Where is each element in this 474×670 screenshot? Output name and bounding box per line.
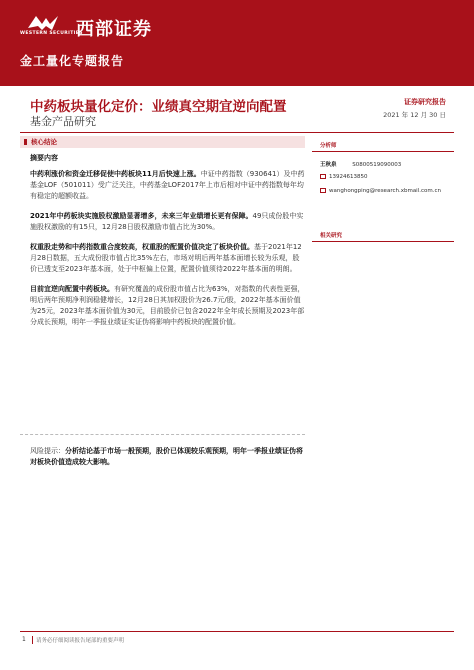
report-title: 中药板块量化定价：业绩真空期宜逆向配置 — [30, 99, 287, 115]
section-header — [20, 136, 305, 148]
related-research-header — [312, 230, 454, 242]
paragraph-lead: 中药利涨价和资金迁移促使中药板块11月后快速上涨。 — [30, 170, 201, 178]
summary-paragraph — [30, 284, 305, 328]
report-series: 金工量化专题报告 — [20, 54, 125, 68]
paragraph-text: 中证中药指数（930641）及中药基金LOF（501011）受广泛关注，中药基金LOF2017年上市后相对中证中药指数每年均有稳定的超额收益。 — [30, 170, 305, 200]
analyst-card — [312, 156, 454, 220]
analyst-email-row — [320, 188, 441, 194]
paragraph-lead: 目前宜逆向配置中药板块。 — [30, 285, 114, 293]
section-label: 核心结论 — [31, 138, 57, 146]
report-header-band — [0, 0, 474, 86]
risk-warning — [30, 446, 305, 468]
section-marker-icon — [24, 139, 27, 145]
analyst-heading: 分析师 — [320, 143, 337, 149]
brand-english: WESTERN SECURITIES — [20, 31, 83, 36]
phone-icon — [320, 174, 326, 179]
paragraph-text: 有研究覆盖的成份股市值占比为63%，对指数的代表性更强，明后两年预期净利润稳健增长，12月28日其加权股价为26.7元/股，2022年基本面价值为25元，2023年基本面价值为30元，目前股价已包含2022年全年成长预期及2023年部分成长预期，明年一季报业绩证实证伪将影响中药板块的配置价值。 — [30, 285, 305, 326]
analyst-sidebar — [312, 140, 454, 242]
analyst-name: 王秋泉 — [320, 162, 337, 168]
summary-content — [30, 153, 305, 337]
analyst-phone: 13924613850 — [329, 174, 368, 180]
risk-label: 风险提示： — [30, 447, 65, 455]
analyst-email[interactable]: wanghongping@research.xbmail.com.cn — [329, 188, 441, 194]
analyst-cert-number: S0800519090003 — [352, 162, 402, 168]
page-number: 1 — [22, 636, 26, 643]
report-subtitle: 基金产品研究 — [30, 115, 96, 128]
paragraph-text: 49只成份股中实施股权激励的有15只，12月28日股权激励市值占比为30%。 — [30, 212, 304, 231]
title-divider — [20, 132, 454, 133]
risk-divider — [20, 434, 305, 435]
analyst-section-header — [312, 140, 454, 152]
western-securities-logo — [20, 14, 170, 44]
email-icon — [320, 188, 326, 193]
analyst-name-row — [320, 160, 401, 168]
summary-paragraph — [30, 242, 305, 275]
analyst-phone-row — [320, 174, 368, 180]
paragraph-text: 基于2021年12月28日数据，五大成份股市值占比35%左右，市场对明后两年基本面增长较为乐观，股价已透支至2023年基本面，处于中枢偏上位置，配置价值须待2022年基本面的明朗。 — [30, 243, 302, 273]
report-type: 证券研究报告 — [404, 98, 446, 106]
report-date: 2021 年 12 月 30 日 — [383, 111, 446, 119]
footer-divider — [20, 631, 454, 632]
paragraph-lead: 2021年中药板块实施股权激励显著增多，未来三年业绩增长更有保障。 — [30, 212, 253, 220]
brand-name: 西部证券 — [76, 19, 152, 40]
footer-disclaimer: 请务必仔细阅读报告尾部的重要声明 — [36, 638, 125, 644]
summary-paragraph — [30, 211, 305, 233]
summary-paragraph — [30, 169, 305, 202]
risk-text: 分析结论基于市场一般预期，股价已体现较乐观预期，明年一季报业绩证伪将对板块价值造成较大影响。 — [30, 447, 303, 466]
wing-logo-icon — [26, 14, 60, 32]
related-research-heading: 相关研究 — [320, 233, 343, 239]
paragraph-lead: 权重股走势和中药指数重合度较高，权重股的配置价值决定了板块价值。 — [30, 243, 254, 251]
summary-title: 摘要内容 — [30, 154, 58, 162]
footer-separator — [32, 636, 33, 644]
